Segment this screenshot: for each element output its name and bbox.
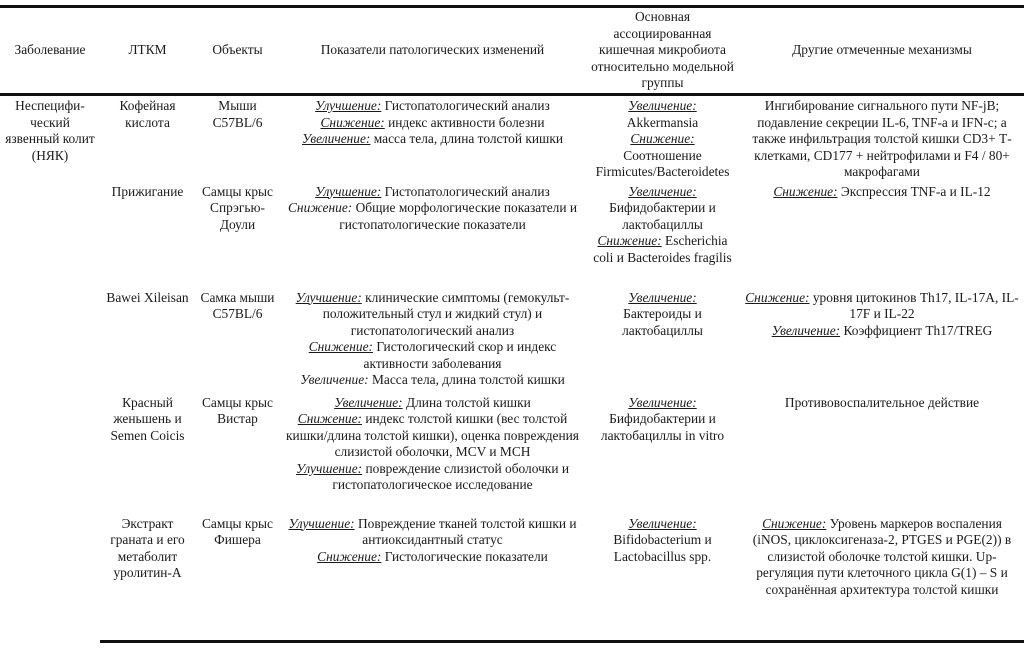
table-row <box>0 182 1024 288</box>
cell-objects: Самцы крыс Спрэгью-Доули <box>201 183 273 232</box>
cell-indicators <box>280 393 585 514</box>
cell-entry <box>589 306 736 339</box>
change-text: Ингибирование сигнального пути NF-jB; подавление секреции IL-6, TNF-a и IFN-c; а также инфильтрация толстой кишки CD3+ Т-клетками, CD177 + нейтрофилами и F4 / 80+ макрофагами <box>752 98 1012 180</box>
change-text: Гистопатологический анализ <box>381 98 550 113</box>
cell-entry <box>284 200 581 233</box>
cell-ltkm: Bawei Xileisan <box>106 289 189 305</box>
header-indicators: Показатели патологических изменений <box>280 7 585 95</box>
cell-entry <box>589 395 736 412</box>
change-label: Улучшение: <box>315 183 382 199</box>
change-text: Бифидобактерии и лактобациллы <box>609 200 716 232</box>
cell-disease: Неспецифи-ческий язвенный колит (НЯК) <box>5 98 95 163</box>
cell-entry <box>284 372 581 389</box>
cell-objects: Самцы крыс Вистар <box>201 394 273 427</box>
cell-entry <box>744 395 1020 412</box>
cell-entry <box>589 148 736 181</box>
change-label: Увеличение: <box>628 98 697 113</box>
table-row <box>0 288 1024 393</box>
cell-entry <box>284 549 581 566</box>
change-text: Соотношение Firmicutes/Bacteroidetes <box>595 147 730 180</box>
change-label: Увеличение: <box>771 322 841 338</box>
cell-entry <box>284 115 581 132</box>
change-label: Снижение: <box>773 183 838 199</box>
cell-objects: Мыши C57BL/6 <box>212 98 263 130</box>
cell-indicators <box>280 514 585 642</box>
cell-entry <box>744 290 1020 323</box>
change-label: Увеличение: <box>300 372 369 388</box>
cell-entry <box>744 98 1020 181</box>
change-label: Улучшение: <box>296 460 363 476</box>
change-label: Снижение: <box>630 131 695 147</box>
change-text: Гистологический скор и индекс активности заболевания <box>363 339 557 371</box>
cell-entry <box>589 184 736 201</box>
cell-indicators <box>280 182 585 288</box>
change-label: Улучшение: <box>295 289 362 305</box>
header-ltkm: ЛТКМ <box>100 7 195 95</box>
cell-entry <box>589 115 736 132</box>
change-label: Снижение: <box>288 200 353 216</box>
cell-entry <box>284 98 581 115</box>
change-text: Гистопатологический анализ <box>381 183 550 199</box>
change-text: уровня цитокинов Th17, IL-17A, IL-17F и IL-22 <box>809 289 1019 322</box>
change-text: Длина толстой кишки <box>402 394 531 410</box>
change-label: Снижение: <box>762 515 827 531</box>
header-objects: Объекты <box>195 7 280 95</box>
change-text: Escherichia coli и Bacteroides fragilis <box>593 233 732 265</box>
cell-entry <box>589 290 736 307</box>
cell-entry <box>744 184 1020 201</box>
change-text: Коэффициент Th17/TREG <box>840 322 993 338</box>
cell-entry <box>284 290 581 340</box>
cell-mechanisms <box>740 393 1024 514</box>
change-text: индекс активности болезни <box>384 114 545 130</box>
cell-entry <box>744 323 1020 340</box>
cell-mechanisms <box>740 182 1024 288</box>
change-text: Bifidobacterium и Lactobacillus spp. <box>613 532 712 564</box>
cell-entry <box>284 516 581 549</box>
change-label: Увеличение: <box>334 394 403 410</box>
cell-microbiota <box>585 182 740 288</box>
cell-ltkm: Прижигание <box>111 183 184 199</box>
cell-objects: Самцы крыс Фишера <box>195 514 280 642</box>
cell-ltkm: Кофейная кислота <box>119 98 176 130</box>
cell-objects: Самка мыши C57BL/6 <box>200 289 275 322</box>
change-text: Бактероиды и лактобациллы <box>622 306 703 338</box>
cell-entry <box>589 233 736 266</box>
header-row <box>0 7 1024 95</box>
change-text: повреждение слизистой оболочки и гистопатологическое исследование <box>332 460 569 493</box>
change-text: Уровень маркеров воспаления (iNOS, циклоксигеназа-2, PTGES и PGE(2)) в слизистой оболочке толстой кишки. Up-регуляция пути клеточного цикла G(1) – S и сохранённая архитектура толстой кишки <box>752 515 1012 597</box>
change-text: Противовоспалительное действие <box>784 394 980 410</box>
cell-microbiota <box>585 95 740 182</box>
cell-entry <box>589 411 736 444</box>
change-label: Снижение: <box>745 289 810 305</box>
change-label: Увеличение: <box>301 131 371 147</box>
cell-entry <box>284 131 581 148</box>
change-text: Гистологические показатели <box>381 548 548 564</box>
change-text: Масса тела, длина толстой кишки <box>368 372 565 388</box>
table-body <box>0 95 1024 642</box>
change-label: Увеличение: <box>628 289 697 305</box>
cell-entry <box>284 395 581 412</box>
change-label: Снижение: <box>320 114 385 130</box>
change-text: клинические симптомы (гемокульт-положительный стул и жидкий стул) и гистопатологический анализ <box>322 289 570 338</box>
change-label: Увеличение: <box>628 515 697 531</box>
change-label: Увеличение: <box>628 394 697 410</box>
data-table <box>0 5 1024 643</box>
change-text: Повреждение тканей толстой кишки и антиоксидантный статус <box>354 515 577 548</box>
cell-entry <box>284 461 581 494</box>
cell-entry <box>589 532 736 565</box>
change-label: Улучшение: <box>315 98 382 113</box>
cell-microbiota <box>585 514 740 642</box>
change-label: Снижение: <box>308 339 373 355</box>
cell-microbiota <box>585 288 740 393</box>
cell-entry <box>744 516 1020 599</box>
change-label: Увеличение: <box>628 183 697 199</box>
change-text: Бифидобактерии и лактобациллы in vitro <box>600 411 725 443</box>
cell-entry <box>589 131 736 148</box>
cell-indicators <box>280 95 585 182</box>
change-label: Снижение: <box>297 411 362 427</box>
cell-ltkm: Красный женьшень и Semen Coicis <box>110 394 185 443</box>
change-text: Общие морфологические показатели и гистопатологические показатели <box>339 200 577 232</box>
header-microbiota: Основная ассоциированная кишечная микробиота относительно модельной группы <box>585 7 740 95</box>
table-row <box>0 514 1024 642</box>
change-label: Снижение: <box>597 233 662 249</box>
cell-microbiota <box>585 393 740 514</box>
cell-indicators <box>280 288 585 393</box>
header-mechanisms: Другие отмеченные механизмы <box>740 7 1024 95</box>
cell-entry <box>284 411 581 461</box>
change-text: индекс толстой кишки (вес толстой кишки/длина толстой кишки), оценка повреждения слизистой оболочки, MCV и MCH <box>286 411 579 460</box>
header-disease: Заболевание <box>0 7 100 95</box>
cell-entry <box>589 98 736 115</box>
change-label: Улучшение: <box>288 515 355 531</box>
cell-entry <box>284 339 581 372</box>
change-label: Снижение: <box>317 548 382 564</box>
change-text: масса тела, длина толстой кишки <box>370 131 564 147</box>
cell-mechanisms <box>740 95 1024 182</box>
cell-mechanisms <box>740 514 1024 642</box>
cell-entry <box>589 200 736 233</box>
table-row <box>0 393 1024 514</box>
cell-entry <box>589 516 736 533</box>
cell-ltkm: Экстракт граната и его метаболит уролитин-А <box>100 514 195 642</box>
cell-mechanisms <box>740 288 1024 393</box>
cell-entry <box>284 184 581 201</box>
change-text: Akkermansia <box>626 114 699 130</box>
change-text: Экспрессия TNF-a и IL-12 <box>837 183 991 199</box>
table-row <box>0 95 1024 182</box>
